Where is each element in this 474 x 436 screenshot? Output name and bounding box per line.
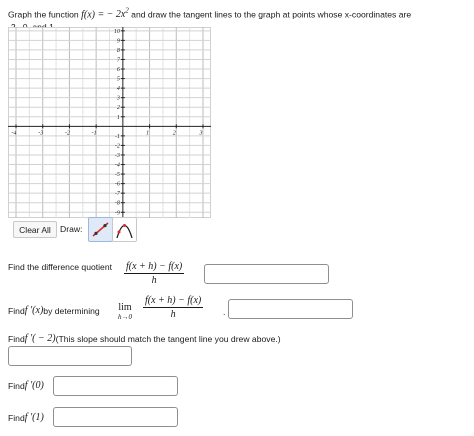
y-tick-label: 7 [116, 57, 120, 64]
y-tick-label: -6 [114, 181, 120, 188]
y-tick-label: 6 [116, 67, 120, 74]
fprime-0-input[interactable] [53, 376, 178, 396]
q1-denominator: h [151, 275, 157, 286]
x-tick-label: -1 [91, 130, 97, 137]
y-tick-label: 1 [116, 114, 120, 121]
x-tick-label: 2 [172, 130, 176, 137]
q5-fprime: f ′(1) [24, 412, 44, 423]
draw-label: Draw: [60, 224, 83, 234]
question-difference-quotient [8, 262, 112, 272]
question-fprime-0 [8, 380, 44, 391]
y-tick-label: -9 [114, 210, 120, 217]
prompt-text: Graph the function [8, 9, 82, 20]
q1-numerator: f(x + h) − f(x) [126, 261, 183, 272]
q3-label-start: Find [8, 333, 25, 344]
x-tick-label: 1 [146, 130, 150, 137]
lim-text: lim [118, 302, 132, 313]
difference-quotient-input[interactable] [204, 264, 329, 284]
y-tick-label: 3 [116, 95, 120, 102]
y-tick-label: 4 [116, 86, 120, 93]
q5-label-start: Find [8, 412, 25, 423]
q3-label-end: (This slope should match the tangent line you drew above.) [55, 333, 281, 344]
derivative-input[interactable] [228, 299, 353, 319]
fprime-1-input[interactable] [53, 407, 178, 427]
q3-fprime: f ′( − 2) [24, 333, 56, 344]
q2-numerator: f(x + h) − f(x) [145, 295, 202, 306]
parabola-icon [114, 219, 135, 240]
lim-subscript: h→0 [118, 313, 132, 321]
q2-period: . [223, 307, 226, 317]
clear-all-button[interactable]: Clear All [13, 221, 57, 238]
q4-label-start: Find [8, 380, 25, 391]
prompt-text-end: and draw the tangent lines to the graph at points whose x-coordinates are [128, 9, 412, 20]
y-tick-label: 9 [116, 38, 120, 45]
fprime-neg2-input[interactable] [8, 346, 132, 366]
y-tick-label: -1 [114, 133, 120, 140]
q4-fprime: f ′(0) [24, 380, 44, 391]
question-fprime-1 [8, 412, 44, 423]
q2-label-mid: by determining [43, 305, 100, 316]
y-tick-label: -4 [114, 162, 120, 169]
y-tick-label: -2 [114, 143, 120, 150]
q2-fraction [143, 295, 203, 320]
q1-fraction [124, 261, 184, 286]
function-rhs: − $2x^2$ [106, 7, 129, 21]
function-lhs: f(x) = [81, 9, 105, 21]
y-tick-label: 8 [116, 47, 120, 54]
coordinate-grid[interactable] [8, 27, 211, 218]
line-tool-button[interactable] [88, 217, 113, 242]
y-tick-label: -8 [114, 200, 120, 207]
question-derivative-limit [8, 305, 100, 316]
graph-canvas[interactable] [8, 27, 211, 218]
x-tick-label: -3 [38, 130, 44, 137]
q1-label: Find the difference quotient [8, 262, 112, 272]
y-tick-label: -5 [114, 172, 120, 179]
y-tick-label: -3 [114, 152, 120, 159]
x-tick-label: -4 [11, 130, 17, 137]
y-tick-label: 10 [113, 28, 120, 35]
x-tick-label: -2 [64, 130, 70, 137]
line-segment-icon [90, 219, 111, 240]
q2-fprime: f ′(x) [24, 305, 44, 316]
parabola-tool-button[interactable] [112, 217, 137, 242]
q2-label-start: Find [8, 305, 25, 316]
question-fprime-neg2 [8, 333, 281, 344]
limit-expression [118, 302, 132, 321]
y-tick-label: 2 [116, 105, 120, 112]
q2-denominator: h [170, 309, 176, 320]
y-tick-label: 5 [116, 76, 120, 83]
x-tick-label: 3 [199, 130, 203, 137]
y-tick-label: -7 [114, 191, 120, 198]
